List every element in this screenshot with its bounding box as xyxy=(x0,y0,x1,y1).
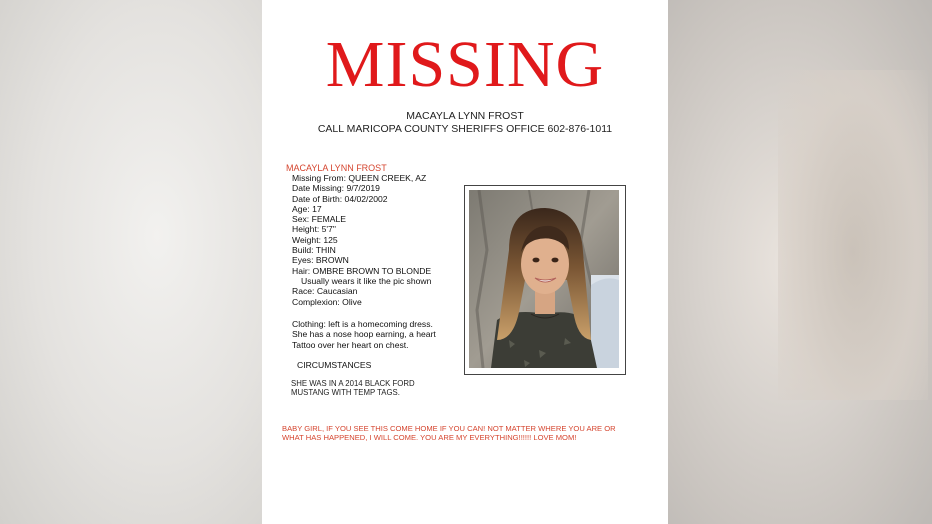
detail-row-missing-from: Missing From: QUEEN CREEK, AZ xyxy=(292,173,427,183)
clothing-line: Clothing: left is a homecoming dress. xyxy=(292,319,433,329)
detail-row-build: Build: THIN xyxy=(292,245,336,256)
detail-row-height: Height: 5'7" xyxy=(292,224,336,235)
detail-row-date-of-birth: Date of Birth: 04/02/2002 xyxy=(292,193,388,204)
details-list xyxy=(292,173,431,307)
portrait-illustration xyxy=(469,190,619,368)
person-name-label: MACAYLA LYNN FROST xyxy=(286,163,387,173)
circumstances-line: SHE WAS IN A 2014 BLACK FORD xyxy=(291,379,415,388)
detail-row-sex: Sex: FEMALE xyxy=(292,214,346,225)
poster-subheading-call: CALL MARICOPA COUNTY SHERIFFS OFFICE 602-876-1011 xyxy=(317,123,613,135)
blurred-background-right xyxy=(668,0,932,524)
clothing-description xyxy=(292,319,436,350)
blurred-photo-area xyxy=(778,70,928,400)
detail-row-date-missing: Date Missing: 9/7/2019 xyxy=(292,183,380,194)
circumstances-text xyxy=(291,379,471,397)
clothing-line: Tattoo over her heart on chest. xyxy=(292,339,409,350)
poster-subheading-name: MACAYLA LYNN FROST xyxy=(406,110,524,122)
plea-message: BABY GIRL, IF YOU SEE THIS COME HOME IF YOU CAN! NOT MATTER WHERE YOU ARE OR WHAT HAS HAPPENED, I WILL COME. YOU ARE MY EVERYTHING!!!!!! LOVE MOM! xyxy=(282,424,616,442)
missing-poster xyxy=(262,0,668,524)
circumstances-line: MUSTANG WITH TEMP TAGS. xyxy=(291,388,400,397)
photo-frame xyxy=(464,185,626,375)
detail-row-complexion: Complexion: Olive xyxy=(292,296,362,307)
detail-row-race: Race: Caucasian xyxy=(292,286,358,297)
detail-row-weight: Weight: 125 xyxy=(292,234,338,245)
portrait-photo xyxy=(469,190,619,368)
detail-row-hair: Hair: OMBRE BROWN TO BLONDE xyxy=(292,265,432,276)
detail-hair-note: Usually wears it like the pic shown xyxy=(301,275,432,286)
detail-row-age: Age: 17 xyxy=(292,203,322,214)
blurred-background-left xyxy=(0,0,262,524)
detail-row-eyes: Eyes: BROWN xyxy=(292,255,349,266)
circumstances-heading: CIRCUMSTANCES xyxy=(297,360,372,370)
clothing-line: She has a nose hoop earning, a heart xyxy=(292,329,436,340)
poster-headline: MISSING xyxy=(325,28,605,101)
